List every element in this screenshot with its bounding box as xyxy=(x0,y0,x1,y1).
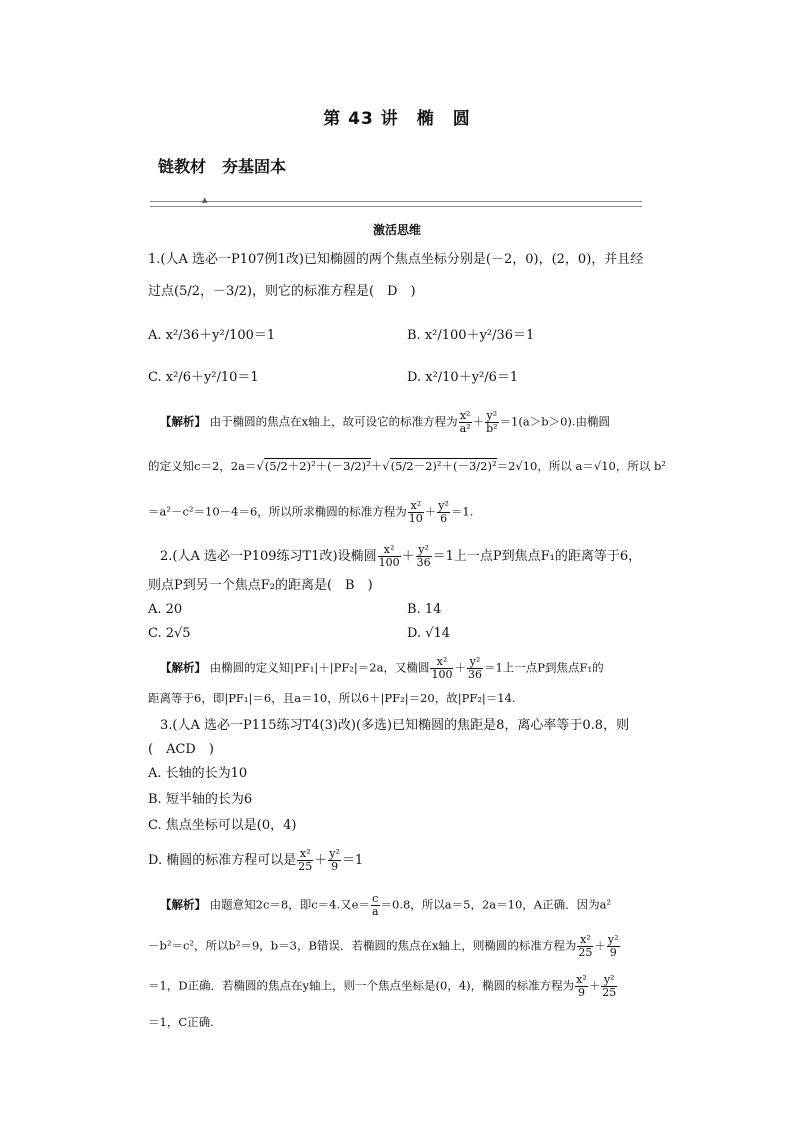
q1-option-d: D. x²/10＋y²/6＝1 xyxy=(407,370,519,385)
q1-option-c: C. x²/6＋y²/10＝1 xyxy=(148,370,259,385)
q3-stem-line1: 3.(人A 选必一P115练习T4(3)改)(多选)已知椭圆的焦距是8，离心率等于0.8，则 xyxy=(160,718,630,733)
q2-stem-line1: 2.(人A 选必一P109练习T1改)设椭圆 $\frac{\text{x²}}{100}$ ＋ $\frac{\text{y²}}{36}$ ＝1上一点P到焦点F₁的距离等于6， xyxy=(160,543,642,569)
q3-option-a: A. 长轴的长为10 xyxy=(148,766,248,781)
q2-option-d: D. √14 xyxy=(407,626,451,641)
divider-marker-icon: ▲ xyxy=(202,196,208,204)
q3-option-b: B. 短半轴的长为6 xyxy=(148,792,253,807)
solution-tag: 【解析】 xyxy=(160,897,206,912)
q1-solution-line2: 的定义知c＝2，2a＝√(5/2＋2)²＋(－3/2)²＋√(5/2－2)²＋(－3/2)²＝2√10，所以 a＝√10，所以 b² xyxy=(148,459,666,473)
q1-point: (5/2，－3/2) xyxy=(174,284,253,299)
subheading: 激活思维 xyxy=(372,223,421,237)
q3-stem-line2: ( ACD ) xyxy=(148,742,214,757)
q1-option-b: B. x²/100＋y²/36＝1 xyxy=(407,328,535,343)
q3-solution-line2: －b²＝c²，所以b²＝9，b＝3，B错误．若椭圆的焦点在x轴上，则椭圆的标准方程为 $\frac{\text{x²}}{25}$ ＋ $\frac{\text{y²}}{9}$ xyxy=(148,933,619,959)
section-heading: 链教材 夯基固本 xyxy=(158,157,287,176)
q2-option-a: A. 20 xyxy=(148,602,183,617)
page-title: 第 43 讲 椭 圆 xyxy=(323,109,471,129)
q2-stem-line2: 则点P到另一个焦点F₂的距离是( B ) xyxy=(148,578,373,593)
q3-option-d: D. 椭圆的标准方程可以是 $\frac{\text{x²}}{25}$ ＋ $\frac{\text{y²}}{9}$ ＝1 xyxy=(148,847,364,873)
q2-option-b: B. 14 xyxy=(407,602,442,617)
q2-option-c: C. 2√5 xyxy=(148,626,191,641)
q3-solution-line3: ＝1，D正确．若椭圆的焦点在y轴上，则一个焦点坐标是(0，4)，椭圆的标准方程为 $\frac{\text{x²}}{9}$ ＋ $\frac{\text{y²}}{25}$ xyxy=(148,973,617,999)
q2-solution-line1: 【解析】 由椭圆的定义知|PF₁|＋|PF₂|＝2a，又椭圆 $\frac{\text{x²}}{100}$ ＋ $\frac{\text{y²}}{36}$ ＝1上一点P到焦点F₁的 xyxy=(160,655,604,681)
q2-solution-line2: 距离等于6，即|PF₁|＝6，且a＝10，所以6＋|PF₂|＝20，故|PF₂|＝14. xyxy=(148,691,516,705)
q1-stem-line1: 1.(人A 选必一P107例1改)已知椭圆的两个焦点坐标分别是(－2，0)，(2，0)，并且经 xyxy=(148,252,644,267)
q1-solution-line3: ＝a²－c²＝10－4＝6，所以所求椭圆的标准方程为 $\frac{\text{x²}}{10}$ ＋ $\frac{\text{y²}}{6}$ ＝1. xyxy=(148,499,474,525)
q3-solution-line4: ＝1，C正确. xyxy=(148,1015,214,1029)
q3-option-c: C. 焦点坐标可以是(0，4) xyxy=(148,818,297,833)
q1-solution-line1: 【解析】 由于椭圆的焦点在x轴上，故可设它的标准方程为 $\frac{\text{x²}}{\text{a²}}$ ＋ $\frac{\text{y²}}{\text{b²}}$ ＝1(a＞b＞0).由椭圆 xyxy=(160,409,611,435)
solution-tag: 【解析】 xyxy=(160,660,206,675)
q3-solution-line1: 【解析】 由题意知2c＝8，即c＝4.又e＝ $\frac{c}{a}$ ＝0.8，所以a＝5，2a＝10，A正确．因为a² xyxy=(160,892,612,918)
q1-stem-line2: 过点(5/2，－3/2)，则它的标准方程是( D ) xyxy=(148,284,416,299)
divider xyxy=(150,201,642,207)
solution-tag: 【解析】 xyxy=(160,414,206,429)
q1-option-a: A. x²/36＋y²/100＝1 xyxy=(148,328,276,343)
